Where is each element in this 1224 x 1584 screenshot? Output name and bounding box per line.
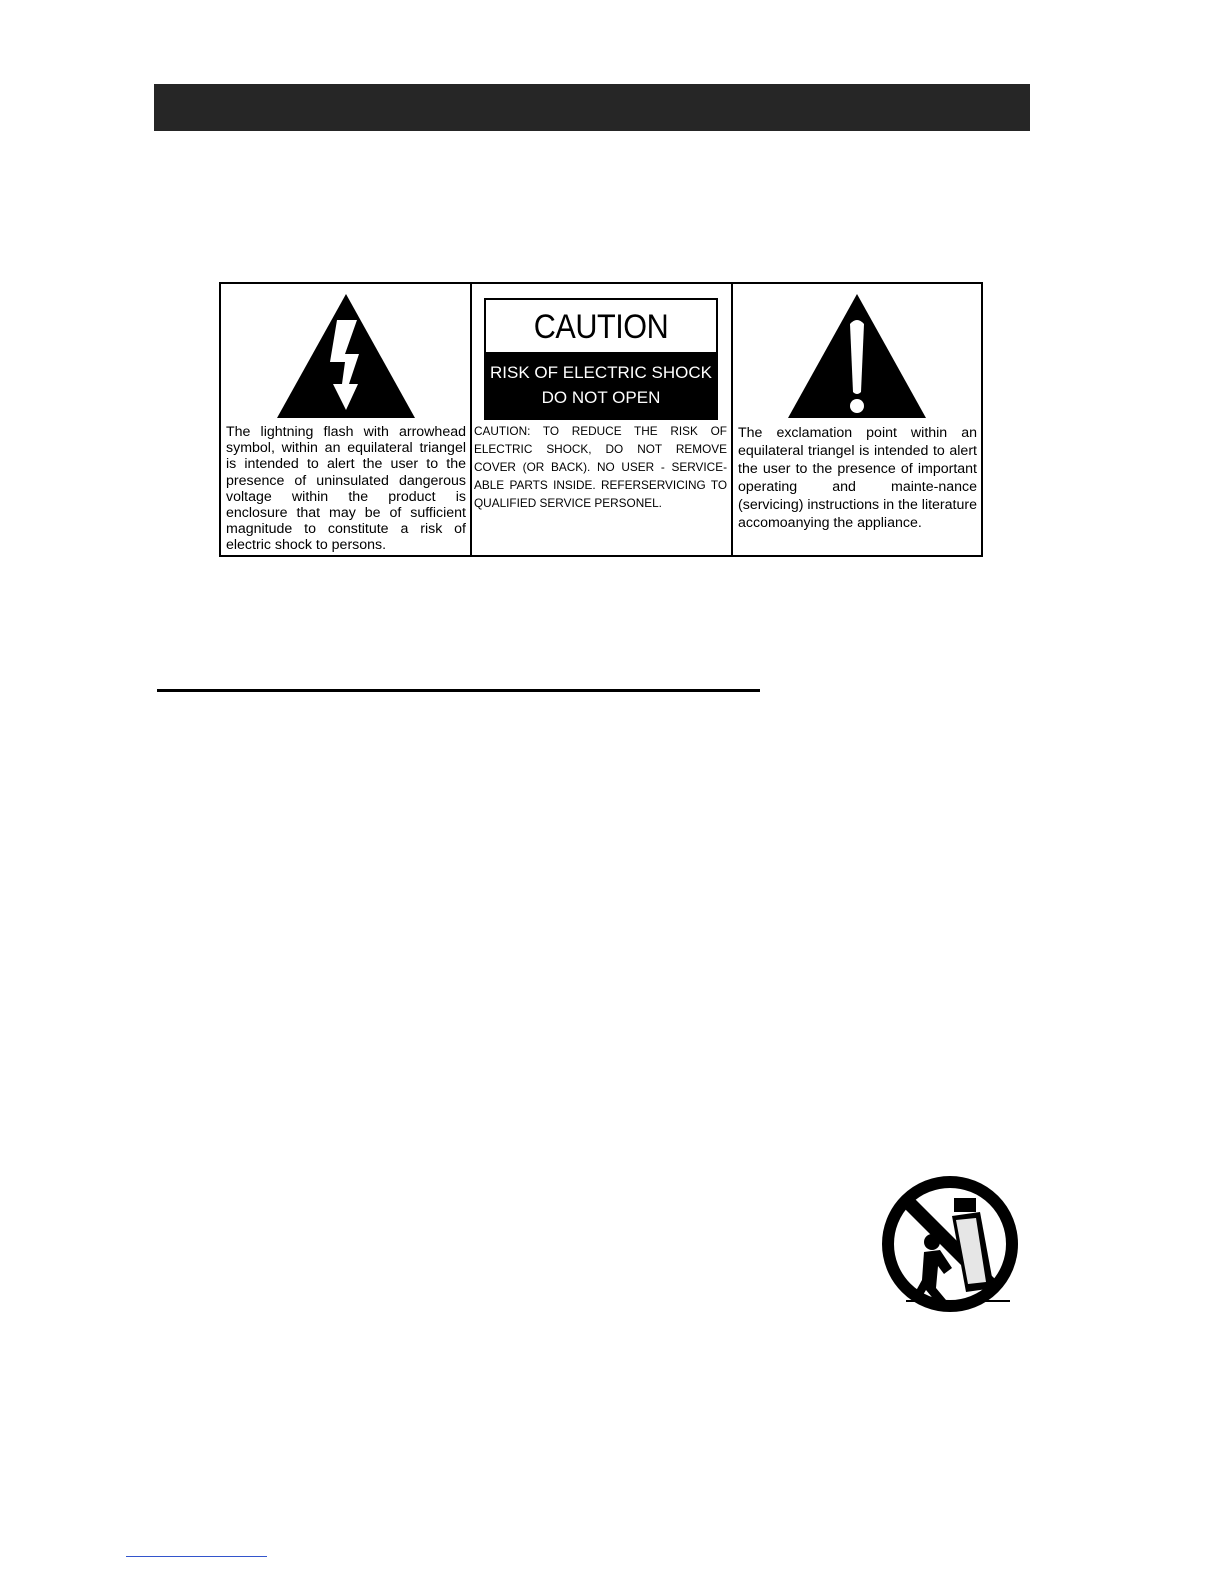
footer-rule (126, 1556, 267, 1557)
caution-title: CAUTION (533, 308, 669, 346)
warning-symbols-table (219, 282, 983, 557)
exclamation-triangle-icon (786, 292, 928, 420)
caution-band (486, 352, 716, 418)
header-bar (154, 84, 1030, 131)
lightning-warning-cell (221, 284, 472, 555)
lightning-triangle-icon (275, 292, 417, 420)
caution-cell (472, 284, 733, 555)
section-divider (157, 689, 760, 692)
caution-label (484, 298, 718, 420)
lightning-description: The lightning flash with arrowhead symbol, within an equilateral triangel is intended to alert the user to the presence of uninsulated dangerous voltage within the product is enclosure that may be of sufficient magnitude to constitute a risk of electric shock to persons. (226, 424, 466, 554)
caution-band-line1: RISK OF ELECTRIC SHOCK (490, 363, 712, 382)
caution-band-line2: DO NOT OPEN (541, 388, 661, 407)
exclamation-description: The exclamation point within an equilateral triangel is intended to alert the user to the presence of important operating and mainte-nance (servicing) instructions in the literature accomoanying the appliance. (738, 425, 977, 531)
exclamation-warning-cell (733, 284, 981, 555)
no-cart-tipping-icon (876, 1176, 1026, 1316)
caution-description: CAUTION: TO REDUCE THE RISK OF ELECTRIC SHOCK, DO NOT REMOVE COVER (OR BACK). NO USER - SERVICE-ABLE PARTS INSIDE. REFERSERVICING TO QUALIFIED SERVICE PERSONEL. (474, 424, 727, 510)
